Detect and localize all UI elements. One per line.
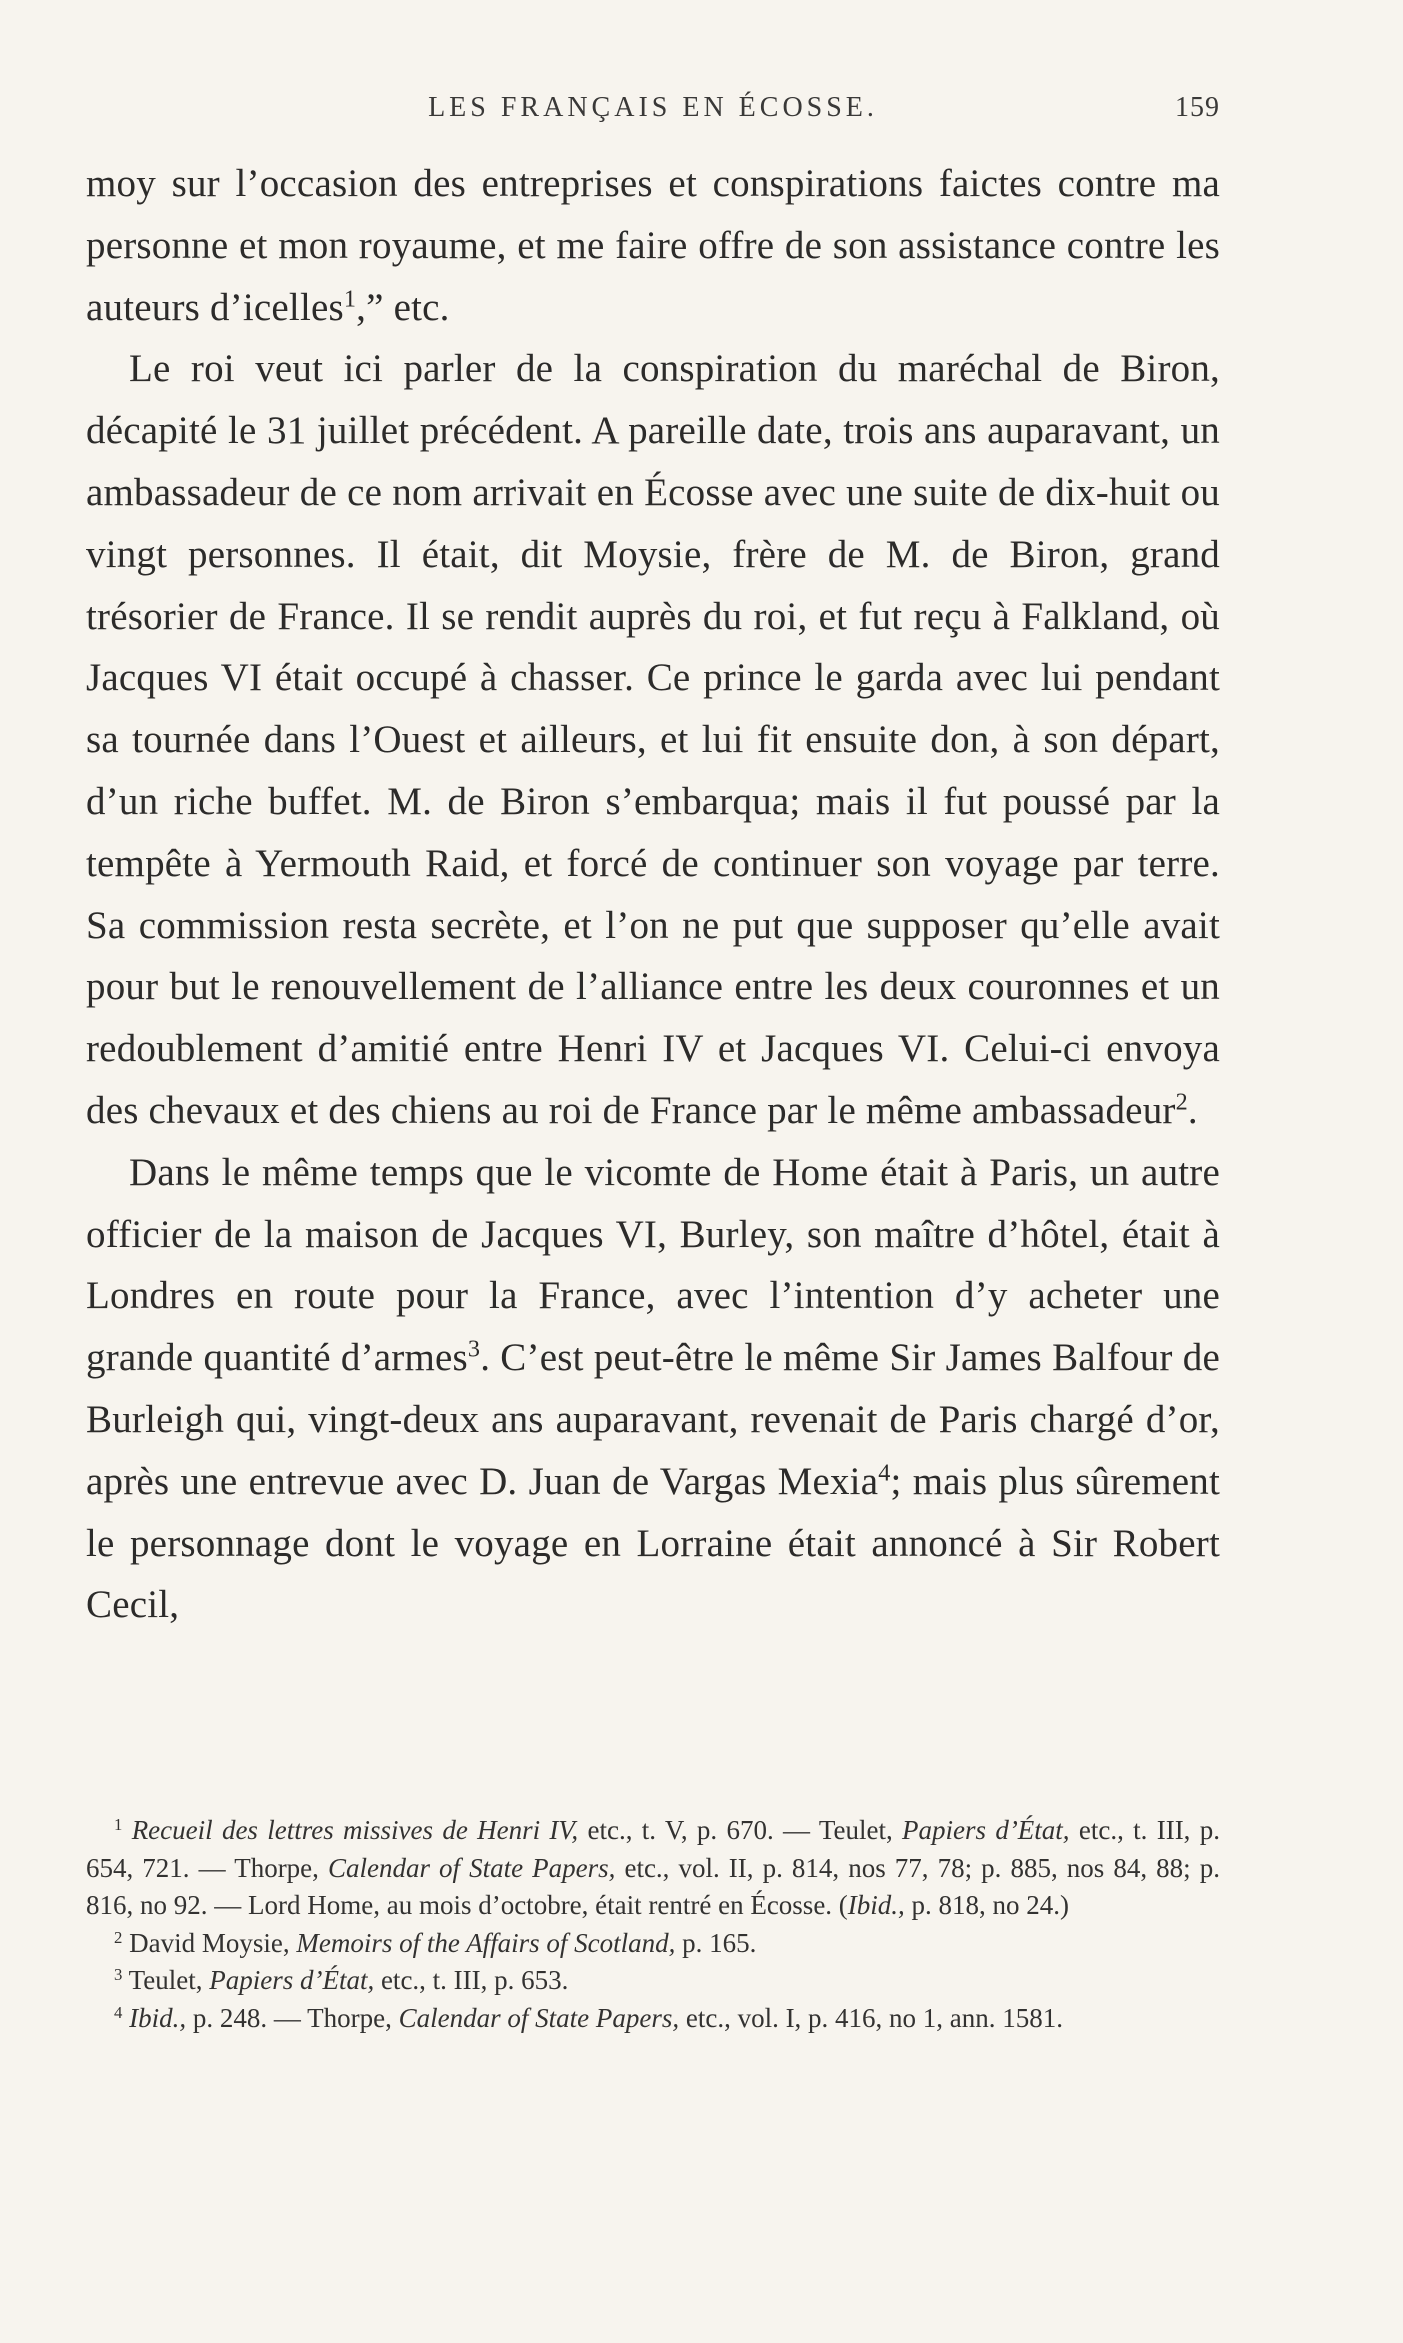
paragraph-text: ; mais plus sûrement le personnage dont le voyage en Lorraine était annoncé à Sir Robert Cecil, <box>86 1459 1220 1627</box>
footnote-ref: 2 <box>1175 1088 1188 1116</box>
running-head <box>86 92 1220 132</box>
footnote-text: David Moysie, <box>129 1927 297 1958</box>
paragraph-tail: . <box>1187 1088 1198 1132</box>
footnote-title: Papiers d’État, <box>209 1965 375 1995</box>
footnote-text: p. 818, no 24.) <box>904 1890 1070 1920</box>
footnote-text: etc., t. V, p. 670. — Teulet, <box>578 1815 903 1845</box>
footnote-title: Calendar of State Papers, <box>398 2002 680 2033</box>
footnote-text: etc., t. III, p. 653. <box>374 1965 569 1995</box>
footnote-text: etc., vol. II, p. 814, nos 77, 78; p. 885, nos 84, 88; p. 816, no 92. — Lord Home, au mois d’octobre, était rentré en Écosse. ( <box>86 1852 1220 1920</box>
footnote-title: Papiers d’État, <box>902 1815 1070 1845</box>
running-head-title: LES FRANÇAIS EN ÉCOSSE. <box>428 92 878 123</box>
footnote-number: 4 <box>114 2002 123 2022</box>
paragraph-text: Le roi veut ici parler de la conspiration du maréchal de Biron, décapité le 31 juillet précédent. A pareille date, trois ans auparavant, un ambassadeur de ce nom arrivait en Écosse avec une suite de dix-huit ou vingt personnes. Il était, dit Moysie, frère de M. de Biron, grand trésorier de France. Il se rendit auprès du roi, et fut reçu à Falkland, où Jacques VI était occupé à chasser. Ce prince le garda avec lui pendant sa tournée dans l’Ouest et ailleurs, et lui fit ensuite don, à son départ, d’un riche buffet. M. de Biron s’embarqua; mais il fut poussé par la tempête à Yermouth Raid, et forcé de continuer son voyage par terre. Sa commission resta secrète, et l’on ne put que supposer qu’elle avait pour but le renouvellement de l’alliance entre les deux couronnes et un redoublement d’amitié entre Henri IV et Jacques VI. Celui-ci envoya des chevaux et des chiens au roi de France par le même ambassadeur <box>86 347 1220 1132</box>
footnote-ref: 3 <box>467 1335 481 1363</box>
footnote-title: Recueil des lettres missives de Henri IV, <box>131 1815 579 1845</box>
footnote-number: 1 <box>114 1814 123 1834</box>
footnote-text: p. 165. <box>675 1927 757 1958</box>
paragraph-text: . C’est peut-être le même Sir James Balfour de Burleigh qui, vingt-deux ans auparavant, revenait de Paris chargé d’or, après une entrevue avec D. Juan de Vargas Mexia <box>86 1336 1220 1503</box>
footnotes <box>86 1812 1220 2037</box>
paragraph-3 <box>86 1142 1220 1636</box>
footnote-text: etc., t. III, p. 654, 721. — Thorpe, <box>86 1815 1220 1883</box>
footnote-number: 3 <box>114 1964 123 1984</box>
footnote-title: Calendar of State Papers, <box>327 1852 616 1883</box>
footnote-title: Ibid., <box>129 2002 187 2033</box>
paragraph-text: moy sur l’occasion des entreprises et conspirations faictes contre ma personne et mon royaume, et me faire offre de son assistance contre les auteurs d’icelles <box>86 162 1220 329</box>
footnote-text: etc., vol. I, p. 416, no 1, ann. 1581. <box>679 2002 1064 2033</box>
paragraph-tail: ,” etc. <box>356 285 450 329</box>
footnote-4 <box>86 2000 1220 2038</box>
footnote-title: Ibid., <box>847 1890 905 1920</box>
footnote-2 <box>86 1925 1220 1963</box>
footnote-ref: 4 <box>878 1459 891 1487</box>
footnote-1 <box>86 1812 1220 1925</box>
paragraph-2 <box>86 338 1220 1141</box>
footnote-number: 2 <box>114 1927 123 1947</box>
paragraph-1 <box>86 153 1220 338</box>
page-number: 159 <box>1175 92 1220 123</box>
main-text <box>86 153 1220 1636</box>
footnote-text: Teulet, <box>128 1965 210 1995</box>
footnote-title: Memoirs of the Affairs of Scotland, <box>296 1927 676 1958</box>
paragraph-text: Dans le même temps que le vicomte de Home était à Paris, un autre officier de la maison de Jacques VI, Burley, son maître d’hôtel, était à Londres en route pour la France, avec l’intention d’y acheter une grande quantité d’armes <box>86 1150 1220 1380</box>
footnote-text: p. 248. — Thorpe, <box>186 2002 399 2033</box>
footnote-ref: 1 <box>343 285 357 313</box>
footnote-3 <box>86 1962 1220 2000</box>
